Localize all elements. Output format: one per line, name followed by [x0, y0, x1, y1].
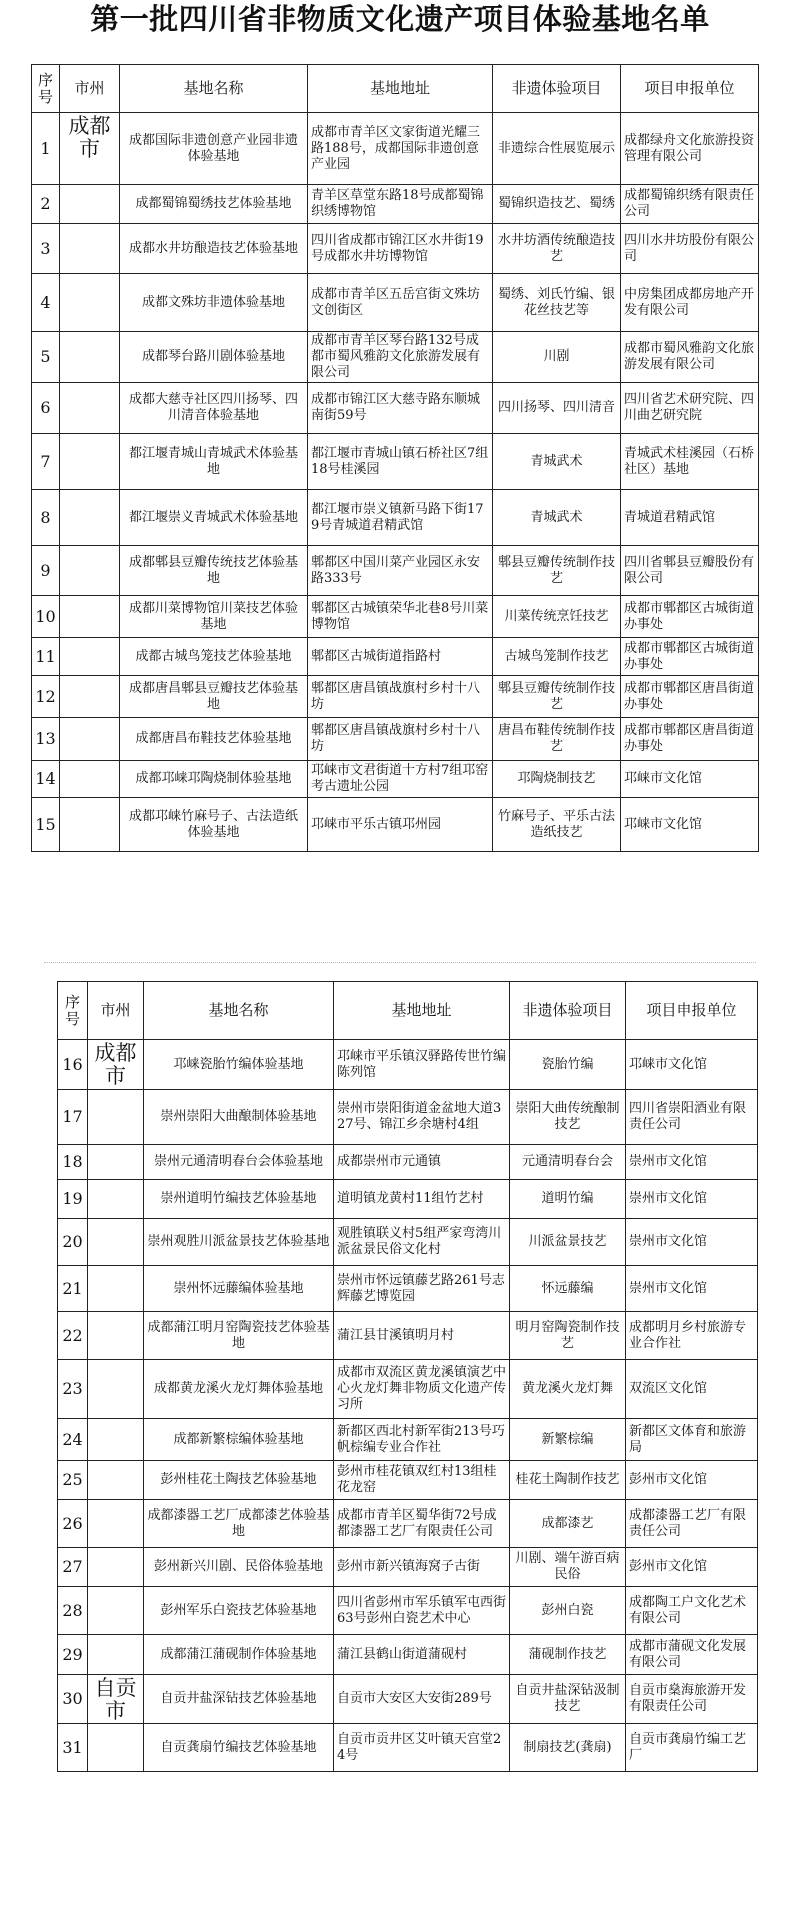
- table-row: [58, 1219, 758, 1266]
- cell-name: 成都蒲江蒲砚制作体验基地: [144, 1635, 334, 1675]
- cell-unit: 成都市郫都区古城街道办事处: [621, 638, 759, 676]
- cell-name: 成都古城鸟笼技艺体验基地: [120, 638, 308, 676]
- cell-name: 成都郫县豆瓣传统技艺体验基地: [120, 546, 308, 596]
- cell-city: [60, 490, 120, 546]
- cell-num: 28: [58, 1587, 88, 1635]
- cell-unit: 邛崃市文化馆: [626, 1040, 758, 1090]
- cell-name: 成都黄龙溪火龙灯舞体验基地: [144, 1360, 334, 1419]
- cell-name: 彭州新兴川剧、民俗体验基地: [144, 1548, 334, 1587]
- header-item: 非遗体验项目: [510, 982, 626, 1040]
- cell-num: 23: [58, 1360, 88, 1419]
- cell-num: 18: [58, 1145, 88, 1180]
- cell-num: 8: [32, 490, 60, 546]
- cell-name: 崇州道明竹编技艺体验基地: [144, 1180, 334, 1219]
- cell-addr: 四川省彭州市军乐镇军屯西街63号彭州白瓷艺术中心: [334, 1587, 510, 1635]
- cell-name: 成都文殊坊非遗体验基地: [120, 274, 308, 332]
- city-label: 成都市: [94, 1041, 137, 1088]
- cell-unit: 成都市郫都区唐昌街道办事处: [621, 718, 759, 761]
- cell-item: 青城武术: [493, 434, 621, 490]
- cell-city: [88, 1180, 144, 1219]
- cell-name: 崇州元通清明春台会体验基地: [144, 1145, 334, 1180]
- cell-city: [88, 1548, 144, 1587]
- cell-unit: 成都绿舟文化旅游投资管理有限公司: [621, 113, 759, 185]
- header-addr: 基地地址: [334, 982, 510, 1040]
- cell-unit: 彭州市文化馆: [626, 1461, 758, 1500]
- cell-item: 蒲砚制作技艺: [510, 1635, 626, 1675]
- cell-addr: 邛崃市平乐古镇邛州园: [308, 798, 493, 852]
- header-unit: 项目申报单位: [626, 982, 758, 1040]
- table-row: [32, 434, 759, 490]
- table-row: [58, 1180, 758, 1219]
- cell-addr: 郫都区古城镇荣华北巷8号川菜博物馆: [308, 596, 493, 638]
- cell-unit: 邛崃市文化馆: [621, 798, 759, 852]
- table-row: [58, 1635, 758, 1675]
- cell-city: [60, 676, 120, 718]
- cell-unit: 彭州市文化馆: [626, 1548, 758, 1587]
- cell-item: 古城鸟笼制作技艺: [493, 638, 621, 676]
- cell-name: 成都唐昌布鞋技艺体验基地: [120, 718, 308, 761]
- cell-unit: 双流区文化馆: [626, 1360, 758, 1419]
- table-row: [58, 1675, 758, 1724]
- cell-num: 22: [58, 1312, 88, 1360]
- cell-item: 自贡井盐深钻汲制技艺: [510, 1675, 626, 1724]
- cell-addr: 彭州市新兴镇海窝子古街: [334, 1548, 510, 1587]
- cell-city: [60, 596, 120, 638]
- cell-city: [88, 1360, 144, 1419]
- cell-item: 邛陶烧制技艺: [493, 761, 621, 798]
- cell-item: 蜀绣、刘氏竹编、银花丝技艺等: [493, 274, 621, 332]
- cell-name: 成都唐昌郫县豆瓣技艺体验基地: [120, 676, 308, 718]
- page-break: [44, 962, 756, 981]
- cell-addr: 成都市青羊区琴台路132号成都市蜀风雅韵文化旅游发展有限公司: [308, 332, 493, 383]
- cell-addr: 成都崇州市元通镇: [334, 1145, 510, 1180]
- cell-name: 彭州军乐白瓷技艺体验基地: [144, 1587, 334, 1635]
- cell-unit: 青城道君精武馆: [621, 490, 759, 546]
- cell-unit: 崇州市文化馆: [626, 1180, 758, 1219]
- cell-addr: 郫都区唐昌镇战旗村乡村十八坊: [308, 718, 493, 761]
- cell-unit: 四川省郫县豆瓣股份有限公司: [621, 546, 759, 596]
- cell-addr: 成都市双流区黄龙溪镇演艺中心火龙灯舞非物质文化遗产传习所: [334, 1360, 510, 1419]
- table-row: [58, 1548, 758, 1587]
- cell-name: 崇州观胜川派盆景技艺体验基地: [144, 1219, 334, 1266]
- cell-name: 成都大慈寺社区四川扬琴、四川清音体验基地: [120, 383, 308, 434]
- cell-name: 彭州桂花土陶技艺体验基地: [144, 1461, 334, 1500]
- cell-item: 彭州白瓷: [510, 1587, 626, 1635]
- city-label: 成都市: [68, 114, 111, 161]
- cell-num: 3: [32, 224, 60, 274]
- cell-item: 元通清明春台会: [510, 1145, 626, 1180]
- cell-name: 成都水井坊酿造技艺体验基地: [120, 224, 308, 274]
- cell-city: [60, 546, 120, 596]
- cell-addr: 蒲江县甘溪镇明月村: [334, 1312, 510, 1360]
- table-row: [32, 185, 759, 224]
- cell-name: 崇州崇阳大曲酿制体验基地: [144, 1090, 334, 1145]
- cell-city: [60, 761, 120, 798]
- cell-unit: 四川省崇阳酒业有限责任公司: [626, 1090, 758, 1145]
- cell-name: 自贡井盐深钻技艺体验基地: [144, 1675, 334, 1724]
- cell-unit: 新都区文体育和旅游局: [626, 1419, 758, 1461]
- table-row: [58, 1500, 758, 1548]
- table-row: [58, 1090, 758, 1145]
- table-row: [32, 490, 759, 546]
- table-row: [32, 546, 759, 596]
- cell-city: [88, 1090, 144, 1145]
- cell-unit: 崇州市文化馆: [626, 1219, 758, 1266]
- cell-addr: 成都市青羊区文家街道光耀三路188号，成都国际非遗创意产业园: [308, 113, 493, 185]
- header-item: 非遗体验项目: [493, 65, 621, 113]
- cell-unit: 自贡市燊海旅游开发有限责任公司: [626, 1675, 758, 1724]
- cell-unit: 自贡市龚扇竹编工艺厂: [626, 1724, 758, 1772]
- cell-num: 29: [58, 1635, 88, 1675]
- cell-city: [60, 224, 120, 274]
- table-row: [32, 676, 759, 718]
- cell-num: 12: [32, 676, 60, 718]
- base-list-table-part-2: [57, 981, 758, 1772]
- cell-num: 16: [58, 1040, 88, 1090]
- table-row: [32, 596, 759, 638]
- cell-name: 成都琴台路川剧体验基地: [120, 332, 308, 383]
- cell-city: [88, 1145, 144, 1180]
- cell-item: 新繁棕编: [510, 1419, 626, 1461]
- cell-addr: 青羊区草堂东路18号成都蜀锦织绣博物馆: [308, 185, 493, 224]
- cell-num: 7: [32, 434, 60, 490]
- cell-item: 黄龙溪火龙灯舞: [510, 1360, 626, 1419]
- cell-item: 瓷胎竹编: [510, 1040, 626, 1090]
- cell-addr: 道明镇龙黄村11组竹艺村: [334, 1180, 510, 1219]
- cell-unit: 四川水井坊股份有限公司: [621, 224, 759, 274]
- cell-num: 25: [58, 1461, 88, 1500]
- table-row: [32, 638, 759, 676]
- cell-city: [60, 798, 120, 852]
- cell-city: [60, 383, 120, 434]
- base-list-table-part-1: [31, 64, 759, 852]
- cell-num: 24: [58, 1419, 88, 1461]
- table-row: [58, 1145, 758, 1180]
- header-addr: 基地地址: [308, 65, 493, 113]
- cell-item: 青城武术: [493, 490, 621, 546]
- cell-num: 1: [32, 113, 60, 185]
- cell-addr: 成都市青羊区五岳宫街文殊坊文创街区: [308, 274, 493, 332]
- cell-num: 21: [58, 1266, 88, 1312]
- cell-name: 成都蒲江明月窑陶瓷技艺体验基地: [144, 1312, 334, 1360]
- cell-addr: 郫都区中国川菜产业园区永安路333号: [308, 546, 493, 596]
- cell-addr: 观胜镇联义村5组严家弯湾川派盆景民俗文化村: [334, 1219, 510, 1266]
- cell-num: 11: [32, 638, 60, 676]
- cell-unit: 成都市郫都区唐昌街道办事处: [621, 676, 759, 718]
- cell-num: 4: [32, 274, 60, 332]
- cell-city: [88, 1312, 144, 1360]
- cell-item: 郫县豆瓣传统制作技艺: [493, 546, 621, 596]
- cell-name: 崇州怀远藤编体验基地: [144, 1266, 334, 1312]
- cell-city: [88, 1461, 144, 1500]
- cell-unit: 成都市蒲砚文化发展有限公司: [626, 1635, 758, 1675]
- cell-name: 成都蜀锦蜀绣技艺体验基地: [120, 185, 308, 224]
- cell-item: 崇阳大曲传统酿制技艺: [510, 1090, 626, 1145]
- table-row: [32, 798, 759, 852]
- cell-item: 蜀锦织造技艺、蜀绣: [493, 185, 621, 224]
- cell-city: [60, 113, 120, 185]
- cell-addr: 邛崃市文君街道十方村7组邛窑考古遗址公园: [308, 761, 493, 798]
- cell-item: 水井坊酒传统酿造技艺: [493, 224, 621, 274]
- cell-num: 26: [58, 1500, 88, 1548]
- cell-addr: 郫都区古城街道指路村: [308, 638, 493, 676]
- cell-num: 10: [32, 596, 60, 638]
- cell-name: 成都国际非遗创意产业园非遗体验基地: [120, 113, 308, 185]
- cell-item: 川菜传统烹饪技艺: [493, 596, 621, 638]
- header-num: 序号: [32, 65, 60, 113]
- table-row: [32, 718, 759, 761]
- cell-city: [88, 1040, 144, 1090]
- table-row: [32, 332, 759, 383]
- cell-num: 20: [58, 1219, 88, 1266]
- cell-name: 自贡龚扇竹编技艺体验基地: [144, 1724, 334, 1772]
- cell-num: 2: [32, 185, 60, 224]
- city-label: 自贡市: [94, 1676, 137, 1723]
- cell-city: [60, 718, 120, 761]
- cell-city: [88, 1219, 144, 1266]
- cell-addr: 彭州市桂花镇双红村13组桂花龙窑: [334, 1461, 510, 1500]
- cell-unit: 邛崃市文化馆: [621, 761, 759, 798]
- cell-num: 13: [32, 718, 60, 761]
- cell-unit: 成都陶工户文化艺术有限公司: [626, 1587, 758, 1635]
- cell-item: 明月窑陶瓷制作技艺: [510, 1312, 626, 1360]
- cell-city: [88, 1675, 144, 1724]
- cell-num: 19: [58, 1180, 88, 1219]
- cell-city: [60, 332, 120, 383]
- cell-name: 成都邛崃竹麻号子、古法造纸体验基地: [120, 798, 308, 852]
- cell-addr: 崇州市崇阳街道金盆地大道327号、锦江乡余塘村4组: [334, 1090, 510, 1145]
- cell-addr: 崇州市怀远镇藤艺路261号志辉藤艺博览园: [334, 1266, 510, 1312]
- cell-unit: 崇州市文化馆: [626, 1145, 758, 1180]
- cell-unit: 成都市郫都区古城街道办事处: [621, 596, 759, 638]
- cell-addr: 成都市青羊区蜀华街72号成都漆器工艺厂有限责任公司: [334, 1500, 510, 1548]
- header-city: 市州: [60, 65, 120, 113]
- cell-item: 桂花土陶制作技艺: [510, 1461, 626, 1500]
- cell-num: 5: [32, 332, 60, 383]
- cell-unit: 四川省艺术研究院、四川曲艺研究院: [621, 383, 759, 434]
- cell-num: 6: [32, 383, 60, 434]
- cell-item: 川剧、端午游百病民俗: [510, 1548, 626, 1587]
- table-row: [58, 1724, 758, 1772]
- cell-name: 都江堰青城山青城武术体验基地: [120, 434, 308, 490]
- cell-addr: 都江堰市崇义镇新马路下街179号青城道君精武馆: [308, 490, 493, 546]
- table-row: [58, 1312, 758, 1360]
- cell-addr: 四川省成都市锦江区水井街19号成都水井坊博物馆: [308, 224, 493, 274]
- cell-addr: 自贡市大安区大安街289号: [334, 1675, 510, 1724]
- cell-item: 唐昌布鞋传统制作技艺: [493, 718, 621, 761]
- cell-city: [88, 1635, 144, 1675]
- table-row: [32, 383, 759, 434]
- cell-item: 非遗综合性展览展示: [493, 113, 621, 185]
- cell-city: [60, 185, 120, 224]
- cell-city: [60, 434, 120, 490]
- cell-num: 27: [58, 1548, 88, 1587]
- cell-unit: 成都蜀锦织绣有限责任公司: [621, 185, 759, 224]
- table-row: [58, 1461, 758, 1500]
- page-title: 第一批四川省非物质文化遗产项目体验基地名单: [90, 2, 710, 36]
- header-unit: 项目申报单位: [621, 65, 759, 113]
- cell-addr: 自贡市贡井区艾叶镇天宫堂24号: [334, 1724, 510, 1772]
- cell-name: 成都邛崃邛陶烧制体验基地: [120, 761, 308, 798]
- cell-unit: 成都市蜀风雅韵文化旅游发展有限公司: [621, 332, 759, 383]
- cell-name: 邛崃瓷胎竹编体验基地: [144, 1040, 334, 1090]
- cell-city: [88, 1419, 144, 1461]
- cell-item: 竹麻号子、平乐古法造纸技艺: [493, 798, 621, 852]
- table-row: [58, 1360, 758, 1419]
- cell-addr: 成都市锦江区大慈寺路东顺城南街59号: [308, 383, 493, 434]
- cell-item: 道明竹编: [510, 1180, 626, 1219]
- cell-city: [88, 1587, 144, 1635]
- cell-unit: 中房集团成都房地产开发有限公司: [621, 274, 759, 332]
- cell-name: 成都川菜博物馆川菜技艺体验基地: [120, 596, 308, 638]
- cell-unit: 青城武术桂溪园（石桥社区）基地: [621, 434, 759, 490]
- cell-addr: 郫都区唐昌镇战旗村乡村十八坊: [308, 676, 493, 718]
- table-header-row: [32, 65, 759, 113]
- cell-name: 成都漆器工艺厂成都漆艺体验基地: [144, 1500, 334, 1548]
- cell-num: 31: [58, 1724, 88, 1772]
- cell-city: [88, 1266, 144, 1312]
- cell-item: 成都漆艺: [510, 1500, 626, 1548]
- cell-city: [88, 1724, 144, 1772]
- table-header-row: [58, 982, 758, 1040]
- table-row: [32, 761, 759, 798]
- header-num: 序号: [58, 982, 88, 1040]
- cell-item: 川派盆景技艺: [510, 1219, 626, 1266]
- table-row: [58, 1419, 758, 1461]
- cell-item: 怀远藤编: [510, 1266, 626, 1312]
- cell-item: 郫县豆瓣传统制作技艺: [493, 676, 621, 718]
- cell-addr: 蒲江县鹤山街道蒲砚村: [334, 1635, 510, 1675]
- header-name: 基地名称: [144, 982, 334, 1040]
- header-city: 市州: [88, 982, 144, 1040]
- cell-city: [88, 1500, 144, 1548]
- cell-unit: 成都漆器工艺厂有限责任公司: [626, 1500, 758, 1548]
- cell-unit: 成都明月乡村旅游专业合作社: [626, 1312, 758, 1360]
- cell-num: 15: [32, 798, 60, 852]
- table-row: [32, 224, 759, 274]
- cell-name: 都江堰崇义青城武术体验基地: [120, 490, 308, 546]
- table-row: [58, 1266, 758, 1312]
- table-row: [58, 1040, 758, 1090]
- table-row: [32, 274, 759, 332]
- cell-num: 14: [32, 761, 60, 798]
- header-name: 基地名称: [120, 65, 308, 113]
- cell-addr: 邛崃市平乐镇汉驿路传世竹编陈列馆: [334, 1040, 510, 1090]
- cell-addr: 新都区西北村新军街213号巧帆棕编专业合作社: [334, 1419, 510, 1461]
- cell-num: 30: [58, 1675, 88, 1724]
- cell-item: 川剧: [493, 332, 621, 383]
- table-row: [58, 1587, 758, 1635]
- cell-city: [60, 274, 120, 332]
- cell-num: 9: [32, 546, 60, 596]
- table-row: [32, 113, 759, 185]
- cell-item: 四川扬琴、四川清音: [493, 383, 621, 434]
- cell-unit: 崇州市文化馆: [626, 1266, 758, 1312]
- cell-addr: 都江堰市青城山镇石桥社区7组18号桂溪园: [308, 434, 493, 490]
- cell-city: [60, 638, 120, 676]
- cell-num: 17: [58, 1090, 88, 1145]
- cell-name: 成都新繁棕编体验基地: [144, 1419, 334, 1461]
- cell-item: 制扇技艺(龚扇): [510, 1724, 626, 1772]
